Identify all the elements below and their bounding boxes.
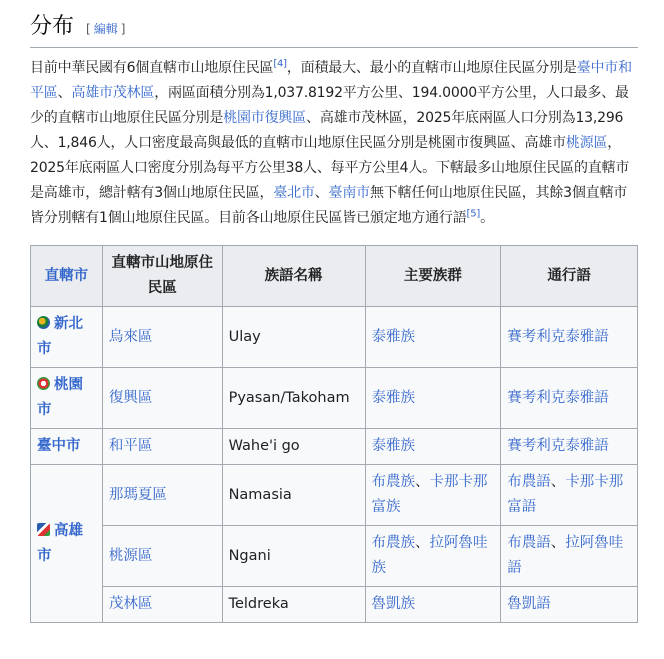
native-name-cell: Ngani [222,526,365,587]
link-taipei[interactable]: 臺北市 [273,185,315,201]
district-link[interactable]: 復興區 [108,389,153,406]
city-link-kaohsiung[interactable]: 高雄市 [37,522,83,564]
section-title: 分布 [30,14,75,39]
group-link[interactable]: 泰雅族 [371,389,416,406]
language-cell [501,429,638,465]
reference-4[interactable]: [4] [273,58,287,70]
table-row [31,465,638,526]
header-city-link[interactable]: 直轄市 [44,267,89,284]
group-link[interactable]: 泰雅族 [371,438,416,454]
districts-table [30,245,638,623]
group-cell: 布農族、卡那卡那富族 [365,465,501,526]
district-cell [102,526,222,587]
group-link[interactable]: 卡那卡那富族 [371,474,488,515]
table-row [31,429,638,465]
district-link[interactable]: 那瑪夏區 [108,486,167,503]
district-cell [102,465,222,526]
language-cell: 布農語、卡那卡那富語 [501,465,638,526]
group-link[interactable]: 魯凱族 [371,596,416,612]
header-native-name: 族語名稱 [222,246,365,307]
district-link[interactable]: 茂林區 [108,596,153,612]
distribution-paragraph: 目前中華民國有6個直轄市山地原住民區[4]，面積最大、最小的直轄市山地原住民區分別是臺中市和平區、高雄市茂林區，兩區面積分別為1,037.8192平方公里、194.0000平方公里，人口最多、最少的直轄市山地原住民區分別是桃園市復興區、高雄市茂林區，2025年底兩區人口分別為13,296人、1,846人，人口密度最高與最低的直轄市山地原住民區分別是桃園市復興區、高雄市桃源區，2025年底兩區人口密度分別為每平方公里38人、每平方公里4人。下轄最多山地原住民區的直轄市是高雄市，總計轄有3個山地原住民區，臺北市、臺南市無下轄任何山地原住民區，其餘3個直轄市皆分別轄有1個山地原住民區。目前各山地原住民區皆已頒定地方通行語[5]。 [30,58,632,226]
header-district: 直轄市山地原住民區 [102,246,222,307]
group-cell: 布農族、拉阿魯哇族 [365,526,501,587]
district-link[interactable]: 桃源區 [108,547,153,564]
table-row [31,368,638,429]
table-row [31,587,638,623]
edit-link[interactable]: 編輯 [93,22,118,36]
native-name-cell: Wahe'i go [222,429,365,465]
language-link[interactable]: 布農語 [507,474,551,490]
group-cell [365,587,501,623]
city-cell [31,368,103,429]
city-link-new-taipei[interactable]: 新北市 [37,316,83,357]
language-link[interactable]: 拉阿魯哇語 [507,535,624,576]
group-cell [365,307,501,368]
native-name-cell: Teldreka [222,587,365,623]
language-link[interactable]: 賽考利克泰雅語 [507,438,609,454]
native-name-cell: Ulay [222,307,365,368]
kaohsiung-emblem-icon [37,523,50,536]
district-cell [102,307,222,368]
group-link[interactable]: 布農族 [371,474,416,490]
district-cell [102,587,222,623]
link-kaohsiung-maolin[interactable]: 高雄市茂林區 [71,85,155,101]
native-name-cell: Pyasan/Takoham [222,368,365,429]
table-row [31,526,638,587]
language-cell [501,307,638,368]
city-link-taichung[interactable]: 臺中市 [37,438,81,454]
taoyuan-emblem-icon [37,377,50,390]
group-cell [365,429,501,465]
header-language: 通行語 [501,246,638,307]
district-link[interactable]: 和平區 [108,438,153,454]
link-taoyuan-fuxing[interactable]: 桃園市復興區 [223,110,307,126]
language-link[interactable]: 卡那卡那富語 [507,474,624,515]
city-link-taoyuan[interactable]: 桃園市 [37,377,83,418]
language-link[interactable]: 布農語 [507,535,551,551]
city-cell [31,465,103,623]
new-taipei-emblem-icon [37,316,50,329]
link-taoyuan-district[interactable]: 桃源區 [565,135,608,151]
reference-5[interactable]: [5] [466,208,481,220]
district-cell [102,368,222,429]
group-link[interactable]: 拉阿魯哇族 [371,535,488,576]
group-link[interactable]: 泰雅族 [371,328,416,345]
city-cell [31,307,103,368]
language-cell [501,587,638,623]
group-link[interactable]: 布農族 [371,535,416,551]
native-name-cell: Namasia [222,465,365,526]
district-link[interactable]: 烏來區 [108,328,153,345]
link-taichung-heping[interactable]: 臺中市和平區 [30,60,632,101]
language-cell [501,368,638,429]
header-city [31,246,103,307]
link-tainan[interactable]: 臺南市 [328,185,370,201]
section-heading [30,13,638,48]
table-row [31,307,638,368]
district-cell [102,429,222,465]
language-cell: 布農語、拉阿魯哇語 [501,526,638,587]
city-cell [31,429,103,465]
group-cell [365,368,501,429]
edit-section: [ 編輯 ] [86,22,126,36]
article-section [30,0,638,623]
language-link[interactable]: 賽考利克泰雅語 [507,389,609,406]
header-main-group: 主要族群 [365,246,501,307]
language-link[interactable]: 賽考利克泰雅語 [507,328,609,345]
language-link[interactable]: 魯凱語 [507,596,551,612]
table-header-row [31,246,638,307]
